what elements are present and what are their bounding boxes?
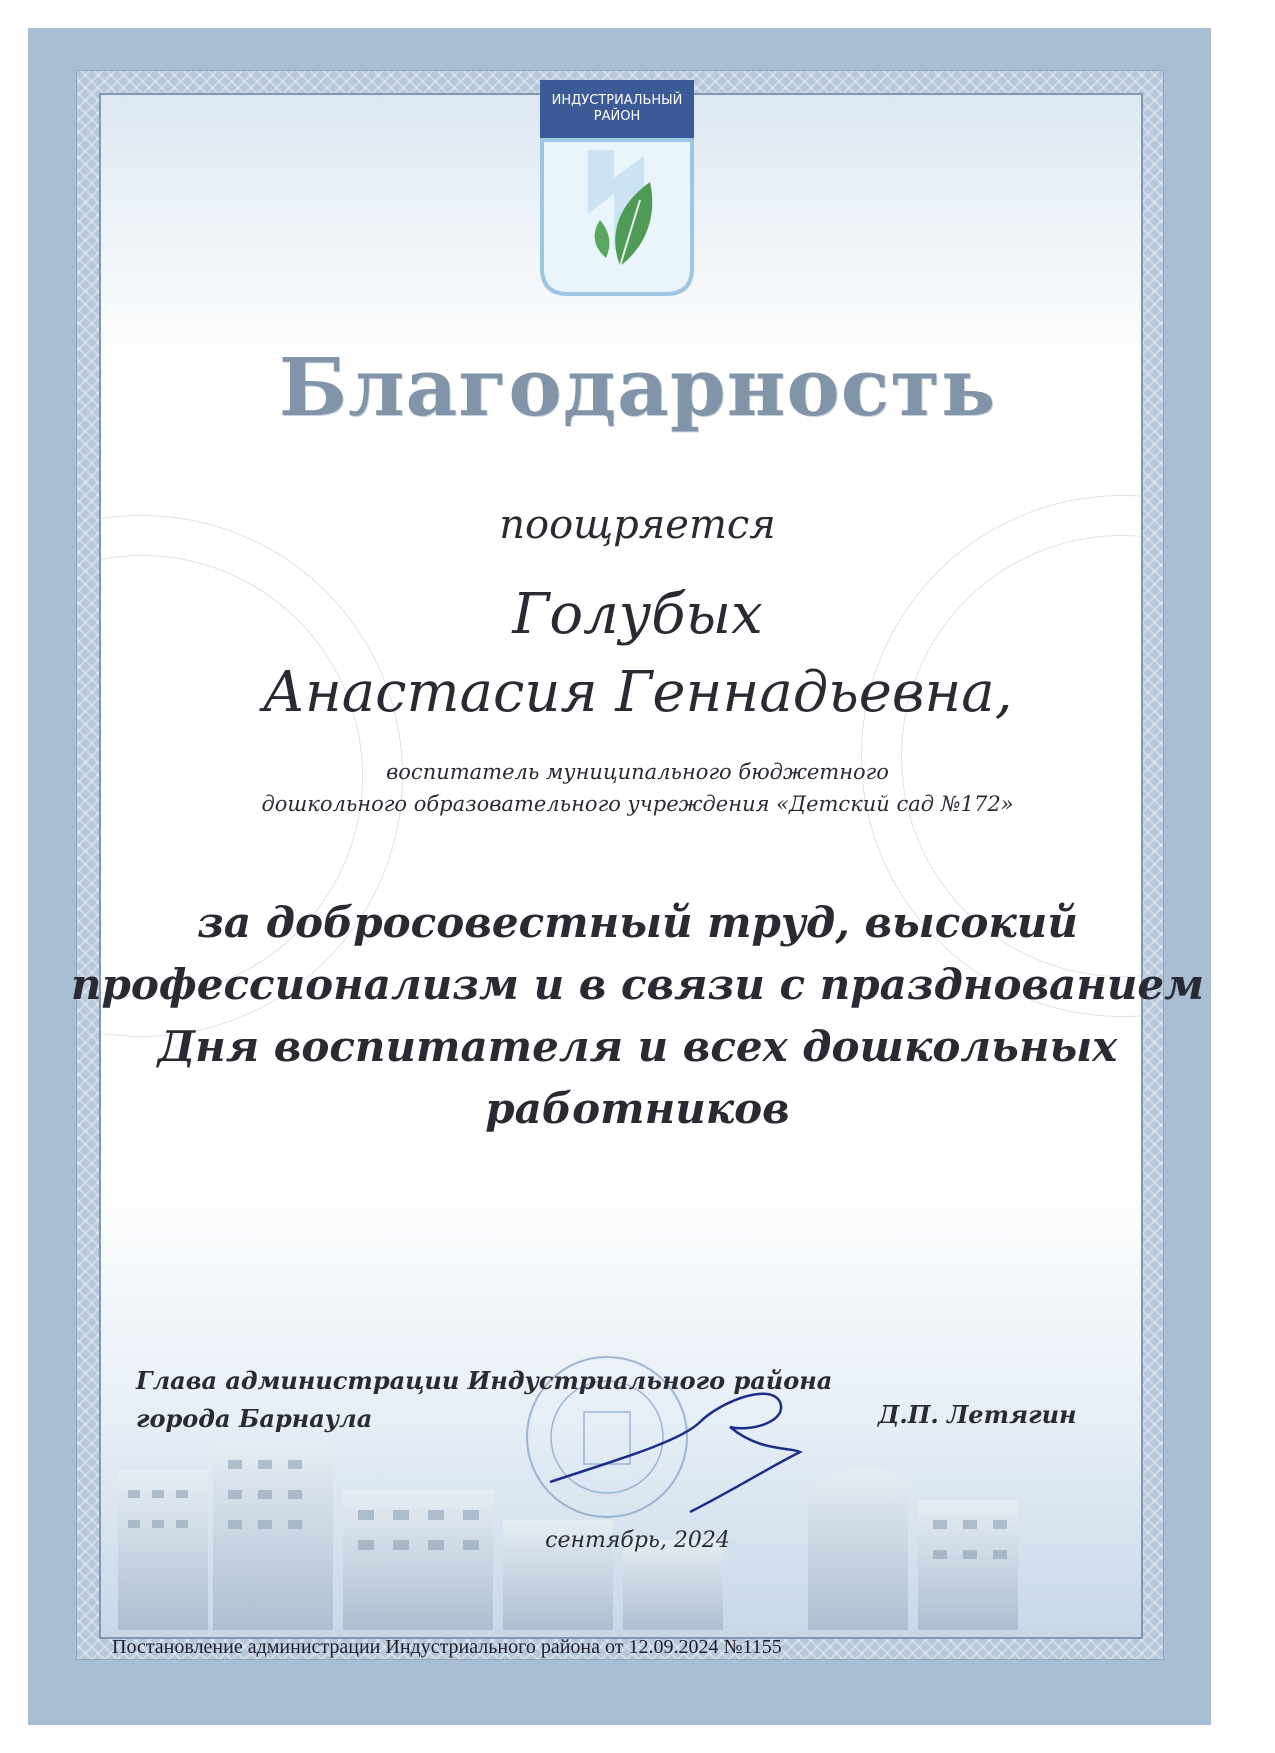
reason-line-2: профессионализм и в связи с празднованием: [70, 960, 1205, 1009]
decree-footer: Постановление администрации Индустриального района от 12.09.2024 №1155: [112, 1636, 782, 1658]
logo-caption: [540, 80, 694, 138]
recipient-surname: Голубых: [512, 582, 763, 647]
signatory-title-line2: города Барнаула: [136, 1404, 373, 1433]
signatory-title-line1: Глава администрации Индустриального района: [136, 1366, 833, 1395]
logo-line2: РАЙОН: [593, 109, 641, 124]
handwritten-signature: [530, 1372, 830, 1522]
signatory-name: Д.П. Летягин: [878, 1400, 1077, 1429]
position-line-1: воспитатель муниципального бюджетного: [386, 760, 889, 784]
leaf-shield-icon: [540, 138, 694, 298]
position-line-2: дошкольного образовательного учреждения «Детский сад №172»: [261, 792, 1014, 816]
reason-line-3: Дня воспитателя и всех дошкольных: [157, 1022, 1118, 1071]
reason-line-4: работников: [485, 1084, 790, 1133]
issue-date: сентябрь, 2024: [545, 1528, 730, 1553]
encouraged-text: поощряется: [499, 502, 776, 548]
recipient-given-names: Анастасия Геннадьевна,: [262, 660, 1013, 725]
logo-line1: ИНДУСТРИАЛЬНЫЙ: [551, 93, 683, 108]
certificate-title: Благодарность: [278, 340, 997, 434]
district-logo: [540, 80, 694, 304]
reason-line-1: за добросовестный труд, высокий: [197, 898, 1078, 947]
